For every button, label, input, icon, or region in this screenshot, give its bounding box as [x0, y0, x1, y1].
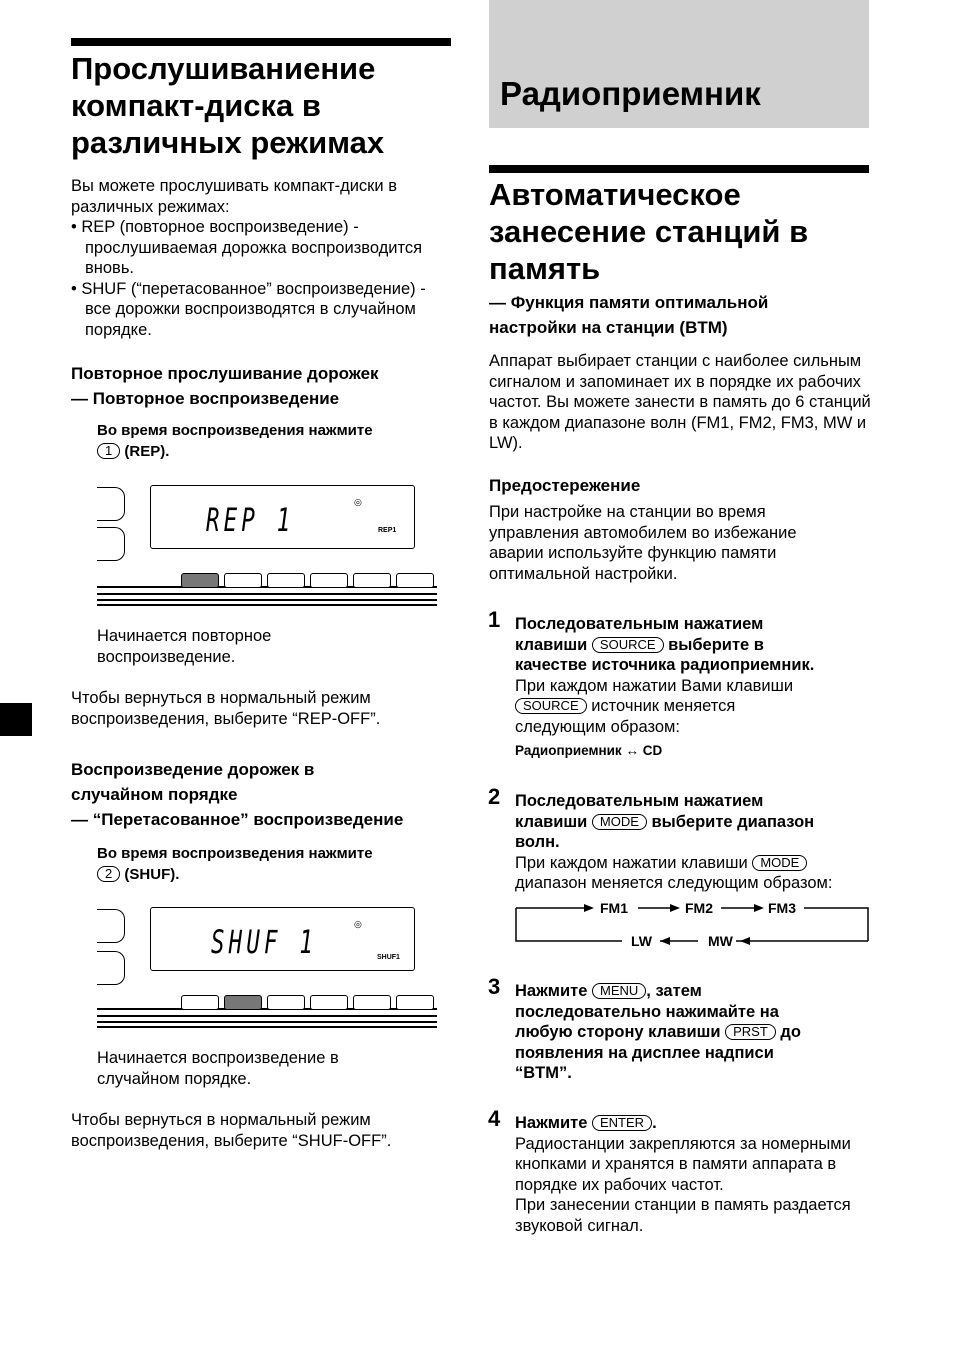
preset-button-4[interactable]	[310, 995, 348, 1010]
arrow-left-icon	[740, 937, 750, 945]
preset-buttons	[97, 995, 437, 1035]
shuf-instruction-suffix: (SHUF).	[124, 865, 180, 883]
rep-return: Чтобы вернуться в нормальный режим воспроизведения, выберите “REP-OFF”.	[71, 689, 381, 728]
shuf-display-illustration	[97, 907, 437, 1032]
panel-line	[97, 599, 437, 601]
bullet-rep: • REP (повторное воспроизведение) - прослушиваемая дорожка воспроизводится вновь.	[71, 218, 423, 277]
band-fm2: FM2	[685, 900, 713, 916]
shuf-heading-line: — “Перетасованное” воспроизведение	[71, 810, 404, 829]
source-button[interactable]: SOURCE	[592, 637, 664, 653]
shuf-heading-line: Воспроизведение дорожек в	[71, 760, 315, 779]
arrow-right-icon	[670, 904, 680, 912]
step-1-line: выберите в	[668, 635, 764, 654]
step-4-content	[515, 1113, 870, 1236]
rep-heading-line: Повторное прослушивание дорожек	[71, 364, 379, 383]
step-1-desc: следующим образом:	[515, 717, 680, 736]
source-button[interactable]: SOURCE	[515, 698, 587, 714]
step-3-line: Нажмите	[515, 982, 588, 1000]
step-4-desc: При занесении станции в память раздается звуковой сигнал.	[515, 1196, 851, 1235]
step-1-desc: источник меняется	[591, 697, 736, 715]
preset-button-5[interactable]	[353, 573, 391, 588]
right-title-line: Автоматическое	[489, 177, 741, 212]
key-2-button[interactable]: 2	[97, 866, 120, 882]
shuf-instruction-line: Во время воспроизведения нажмите	[97, 845, 373, 862]
step-1-content	[515, 614, 870, 762]
step-4-number: 4	[488, 1106, 501, 1131]
panel-line	[97, 1021, 437, 1023]
rep-heading	[71, 361, 461, 411]
step-4-line: .	[652, 1114, 657, 1132]
lcd-main-text: SHUF 1	[211, 923, 318, 961]
rep-heading-line: — Повторное воспроизведение	[71, 389, 340, 408]
right-title	[489, 176, 889, 287]
preset-button-1[interactable]	[181, 995, 219, 1010]
seq-radio: Радиоприемник	[515, 743, 622, 758]
preset-button-6[interactable]	[396, 573, 434, 588]
seq-cd: CD	[642, 743, 663, 758]
step-2-desc: При каждом нажатии клавиши	[515, 853, 748, 872]
lcd-main-text: REP 1	[206, 501, 295, 539]
volume-knob-icon	[97, 487, 125, 521]
step-1-desc: При каждом нажатии Вами клавиши	[515, 676, 794, 695]
rep-result: Начинается повторное воспроизведение.	[97, 627, 272, 666]
step-3-line: до	[780, 1023, 801, 1041]
left-title-line: компакт-диска в	[71, 88, 321, 123]
step-4-line: Нажмите	[515, 1114, 588, 1132]
preset-button-3[interactable]	[267, 573, 305, 588]
preset-button-5[interactable]	[353, 995, 391, 1010]
menu-button[interactable]: MENU	[592, 983, 646, 999]
arrow-right-icon	[584, 904, 594, 912]
rep-instruction-line: Во время воспроизведения нажмите	[97, 422, 373, 439]
step-1-number: 1	[488, 607, 501, 632]
volume-knob-icon	[97, 951, 125, 985]
rep-display-illustration	[97, 485, 437, 610]
step-3-line: “BTM”.	[515, 1064, 572, 1082]
band-mw: MW	[708, 933, 733, 949]
mode-button[interactable]: MODE	[592, 814, 647, 830]
preset-button-2[interactable]	[224, 573, 262, 588]
shuf-heading-line: случайном порядке	[71, 785, 238, 804]
step-2-desc: диапазон меняется следующим образом:	[515, 874, 833, 892]
step-2-line: Последовательным нажатием	[515, 792, 764, 810]
step-3-line: , затем	[646, 982, 702, 1000]
right-title-line: занесение станций в	[489, 214, 809, 249]
double-arrow-icon: ↔	[625, 743, 639, 758]
caution-heading: Предостережение	[489, 476, 641, 495]
key-1-button[interactable]: 1	[97, 443, 120, 459]
rep-instruction	[97, 421, 457, 462]
left-title-line: различных режимах	[71, 125, 385, 160]
lcd-display	[150, 485, 415, 549]
page-edge-tab	[0, 703, 32, 736]
intro-text: Вы можете прослушивать компакт-диски в различных режимах:	[71, 177, 397, 216]
preset-button-3[interactable]	[267, 995, 305, 1010]
right-intro: Аппарат выбирает станции с наиболее сильным сигналом и запоминает их в порядке их рабочих частот. Вы можете занести в память до 6 станций в каждом диапазоне волн (FM1, FM2, FM3, MW и LW).	[489, 352, 871, 452]
step-2-number: 2	[488, 784, 501, 809]
preset-button-1[interactable]	[181, 573, 219, 588]
left-title-rule	[71, 38, 451, 46]
rep-instruction-suffix: (REP).	[124, 442, 170, 460]
preset-button-2[interactable]	[224, 995, 262, 1010]
section-title: Радиоприемник	[500, 75, 761, 112]
step-3-number: 3	[488, 974, 501, 999]
step-1-line: качестве источника радиоприемник.	[515, 656, 815, 674]
left-title	[71, 50, 471, 161]
step-1-line: клавиши	[515, 635, 588, 654]
step-4-desc: Радиостанции закрепляются за номерными кнопками и хранятся в памяти аппарата в порядке их рабочих частот.	[515, 1134, 851, 1194]
right-subtitle	[489, 290, 869, 340]
preset-button-6[interactable]	[396, 995, 434, 1010]
lcd-small-text: REP1	[378, 527, 397, 534]
prst-button[interactable]: PRST	[725, 1024, 776, 1040]
left-intro	[71, 176, 451, 340]
volume-knob-icon	[97, 527, 125, 561]
panel-line	[97, 604, 437, 606]
left-title-line: Прослушиваниение	[71, 51, 376, 86]
right-title-line: память	[489, 251, 601, 286]
step-2-line: выберите диапазон	[651, 812, 815, 831]
panel-line	[97, 593, 437, 595]
mode-button[interactable]: MODE	[752, 855, 807, 871]
disc-indicator-icon: ◎	[354, 919, 362, 929]
disc-indicator-icon: ◎	[354, 497, 362, 507]
lcd-display	[150, 907, 415, 971]
step-3-content	[515, 981, 870, 1084]
panel-line	[97, 1026, 437, 1028]
step-3-line: последовательно нажимайте на	[515, 1002, 779, 1021]
right-subtitle-line: настройки на станции (BTM)	[489, 318, 728, 337]
right-subtitle-line: — Функция памяти оптимальной	[489, 293, 769, 312]
shuf-result: Начинается воспроизведение в случайном порядке.	[97, 1049, 339, 1088]
shuf-instruction	[97, 844, 457, 885]
step-2-line: волн.	[515, 833, 560, 851]
step-3-line: появления на дисплее надписи	[515, 1043, 774, 1062]
bullet-shuf: • SHUF (“перетасованное” воспроизведение) - все дорожки воспроизводятся в случайном порядке.	[71, 279, 426, 339]
right-title-rule	[489, 165, 869, 173]
caution-text: При настройке на станции во время управления автомобилем во избежание аварии используйте функцию памяти оптимальной настройки.	[489, 503, 797, 583]
band-fm1: FM1	[600, 900, 628, 916]
volume-knob-icon	[97, 909, 125, 943]
enter-button[interactable]: ENTER	[592, 1115, 652, 1131]
preset-buttons	[97, 573, 437, 613]
step-1-line: Последовательным нажатием	[515, 615, 764, 633]
shuf-return: Чтобы вернуться в нормальный режим воспроизведения, выберите “SHUF-OFF”.	[71, 1111, 392, 1150]
arrow-right-icon	[754, 904, 764, 912]
step-2-content	[515, 791, 875, 894]
band-fm3: FM3	[768, 900, 796, 916]
shuf-heading	[71, 757, 461, 832]
arrow-left-icon	[660, 937, 670, 945]
preset-button-4[interactable]	[310, 573, 348, 588]
step-3-line: любую сторону клавиши	[515, 1023, 721, 1041]
band-lw: LW	[631, 933, 652, 949]
panel-line	[97, 1015, 437, 1017]
step-2-line: клавиши	[515, 812, 588, 831]
lcd-small-text: SHUF1	[377, 954, 400, 961]
